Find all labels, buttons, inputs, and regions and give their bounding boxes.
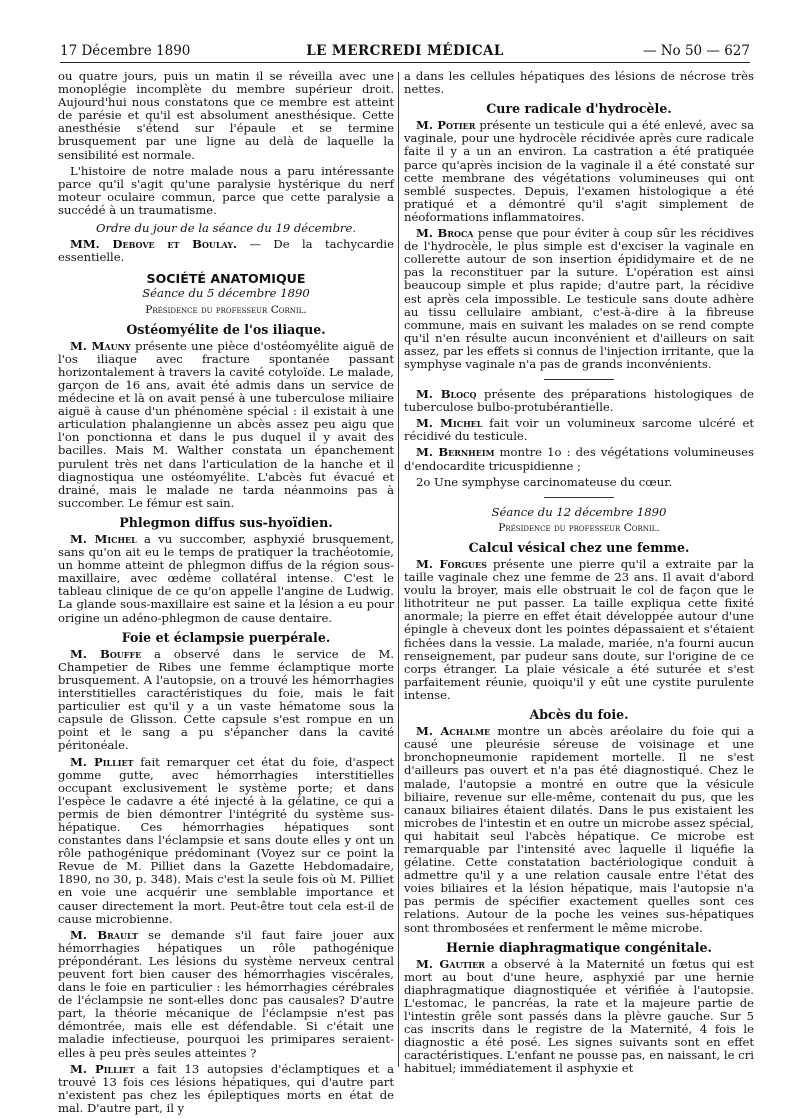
- session-president: Présidence du professeur Cornil.: [145, 303, 307, 316]
- paragraph: [404, 958, 754, 1076]
- page-number: — No 50 — 627: [642, 43, 750, 59]
- section-heading: Abcès du foie.: [529, 707, 629, 723]
- section-heading: Ostéomyélite de l'os iliaque.: [126, 321, 326, 337]
- page-header: [60, 40, 750, 63]
- journal-title: LE MERCREDI MÉDICAL: [306, 43, 504, 59]
- author-name: M. Broca: [416, 226, 474, 241]
- paragraph-text: se demande s'il faut faire jouer aux hémorrhagies hépatiques un rôle pathogénique prépondérant. Les lésions du système nerveux central peuvent fort bien causer des hémorrhagies viscérales, dans le foie en particulier : les hémorrhagies cérébrales de l'éclampsie ne sont-elles donc pas causales? D'autre part, la théorie mécanique de l'éclampsie n'est pas démontrée, mais elle est défendable. Si c'était une maladie infectieuse, pourquoi les primipares seraient-elles à peu près seules atteintes ?: [58, 927, 395, 1060]
- paragraph: [58, 929, 394, 1060]
- section-heading: Hernie diaphragmatique congénitale.: [446, 939, 712, 955]
- paragraph: 2o Une symphyse carcinomateuse du cœur.: [416, 474, 673, 489]
- paragraph-text: a observé dans le service de M. Champetier de Ribes une femme éclamptique morte brusquement. A l'autopsie, on a trouvé les hémorrhagies interstitielles caractéristiques du foie, mais le fait particulier est qu'il y a un vaste hématome sous la capsule de Glisson. Cette capsule s'est rompue en un point et le sang a pu s'épancher dans la cavité péritonéale.: [58, 646, 395, 753]
- author-name: MM. Debove et Boulay.: [70, 237, 238, 252]
- author-name: M. Bouffe: [70, 646, 142, 661]
- paragraph-text: a observé à la Maternité un fœtus qui est mort au bout d'une heure, asphyxié par une hernie diaphragmatique diagnostiquée et vérifiée à l'autopsie. L'estomac, le pancréas, la rate et la majeure partie de l'intestin grêle sont passés dans la plèvre gauche. Sur 5 cas inscrits dans le registre de la Maternité, 4 fois le diagnostic a été posé. Les signes suivants sont en effet caractéristiques. L'enfant ne pousse pas, en naissant, le cri habituel; immédiatement il asphyxie et: [404, 956, 754, 1076]
- column-divider: [398, 72, 399, 1067]
- author-name: M. Gautier: [416, 956, 485, 971]
- agenda-text: — De la tachycardie essentielle.: [58, 237, 394, 265]
- section-heading: Cure radicale d'hydrocèle.: [486, 101, 672, 117]
- paragraph: a dans les cellules hépatiques des lésions de nécrose très nettes.: [404, 69, 754, 97]
- author-name: M. Potier: [416, 118, 476, 133]
- paragraph-text: montre 1o : des végétations volumineuses d'endocardite tricuspidienne ;: [404, 445, 754, 473]
- author-name: M. Pilliet: [70, 754, 134, 769]
- separator-rule: [544, 379, 614, 380]
- author-name: M. Achalme: [416, 724, 491, 739]
- paragraph: [58, 756, 394, 926]
- author-name: M. Blocq: [416, 387, 477, 402]
- paragraph: [404, 725, 754, 935]
- paragraph-text: présente une pierre qu'il a extraite par la taille vaginale chez une femme de 23 ans. Il avait d'abord voulu la broyer, mais elle obstruait le col de façon que le lithotriteur ne put passer. La taille expliqua cette fixité anormale; la pierre en effet était développée autour d'une épingle à cheveux dont les pointes dépassaient et s'étaient fichées dans la vessie. La malade, mariée, n'a fourni aucun renseignement, par pudeur sans doute, sur l'origine de ce corps étranger. La plaie vésicale a été suturée et s'est parfaitement réunie, quoiqu'il y eût une cystite purulente intense.: [404, 557, 754, 702]
- paragraph-text: présente une pièce d'ostéomyélite aiguë de l'os iliaque avec fracture spontanée passant horizontalement à travers la cavité cotyloïde. Le malade, garçon de 16 ans, avait été admis dans un service de médecine et là on avait pensé à une tuberculose miliaire aiguë à cause d'un phénomène spécial : il existait à une articulation phalangienne un abcès assez peu aigu que l'on ponctionna et dans le pus duquel il y avait des bacilles. Mais M. Walther constata un épanchement purulent très net dans l'articulation de la hanche et il diagnostiqua une ostéomyélite. L'abcès fut évacué et drainé, mais le malade ne tarda néanmoins pas à succomber. Le fémur est sain.: [58, 338, 394, 510]
- paragraph-text: montre un abcès aréolaire du foie qui a causé une pleurésie séreuse de voisinage et une bronchopneumonie rapidement mortelle. Il ne s'est d'ailleurs pas ouvert et n'a pas été diagnostiqué. Chez le malade, l'autopsie a montré en outre que la vésicule biliaire, revenue sur elle-même, contenait du pus, que les canaux biliaires étaient dilatés. Dans le pus existaient les microbes de l'intestin et en outre un microbe assez spécial, qui habitait seul l'abcès hépatique. Ce microbe est remarquable par l'intensité avec laquelle il liquéfie la gélatine. Cette constatation bactériologique conduit à admettre qu'il y a une relation causale entre l'état des voies biliaires et la lésion hépatique, mais l'autopsie n'a pas permis de spécifier exactement quelles sont ces relations. Autour de la poche les veines sus-hépatiques sont thrombosées et renferment le même microbe.: [404, 724, 754, 935]
- paragraph-text: fait voir un volumineux sarcome ulcéré et récidivé du testicule.: [404, 416, 754, 444]
- paragraph: [404, 446, 754, 472]
- paragraph: [404, 558, 754, 702]
- paragraph: [58, 1063, 394, 1115]
- author-name: M. Brault: [70, 927, 138, 942]
- author-name: M. Mauny: [70, 338, 131, 353]
- session-president: Présidence du professeur Cornil.: [498, 521, 660, 534]
- paragraph: [58, 340, 394, 510]
- author-name: M. Michel: [70, 532, 137, 546]
- header-date: 17 Décembre 1890: [60, 43, 191, 59]
- paragraph: [404, 227, 754, 371]
- paragraph: [58, 648, 394, 753]
- author-name: M. Michel: [416, 416, 483, 431]
- paragraph-text: pense que pour éviter à coup sûr les récidives de l'hydrocèle, le plus simple est d'exciser la vaginale en collerette autour de son insertion épididymaire et de ne pas la reconstituer par la suture. L'opération est ainsi beaucoup simple et plus rapide; d'autre part, la récidive est après cela impossible. Le testicule sans doute adhère au tissu cellulaire ambiant, c'est-à-dire à la fibreuse commune, mais en suivant les malades on se rend compte qu'il n'en résulte aucun inconvénient et d'ailleurs on sait assez, par les effets si connus de l'injection irritante, que la symphyse vaginale n'a pas de grands inconvénients.: [404, 226, 754, 371]
- agenda-item: [58, 238, 394, 264]
- section-heading: Phlegmon diffus sus-hyoïdien.: [119, 514, 333, 530]
- section-heading: Foie et éclampsie puerpérale.: [121, 629, 331, 645]
- paragraph-text: a vu succomber, asphyxié brusquement, sans qu'on ait eu le temps de pratiquer la trachéotomie, un homme atteint de phlegmon diffus de la région sous-maxillaire, avec œdème collatéral intense. C'est le tableau clinique de ce qu'on appelle l'angine de Ludwig. La glande sous-maxillaire est saine et la lésion a eu pour origine un adéno-phlegmon de cause dentaire.: [58, 532, 394, 625]
- author-name: M. Bernheim: [416, 445, 495, 460]
- paragraph-text: a fait 13 autopsies d'éclamptiques et a trouvé 13 fois ces lésions hépatiques, qui d'autre part n'existent pas chez les épileptiques morts en état de mal. D'autre part, il y: [58, 1061, 394, 1115]
- society-title: SOCIÉTÉ ANATOMIQUE: [146, 271, 306, 287]
- paragraph-text: présente des préparations histologiques de tuberculose bulbo-protubérantielle.: [404, 387, 754, 415]
- author-name: M. Pilliet: [70, 1061, 135, 1076]
- paragraph: [404, 417, 754, 443]
- paragraph: [404, 388, 754, 414]
- separator-rule: [544, 497, 614, 498]
- paragraph: [58, 533, 394, 625]
- session-date: Séance du 5 décembre 1890: [142, 286, 310, 301]
- paragraph: L'histoire de notre malade nous a paru intéressante parce qu'il s'agit qu'une paralysie hystérique du nerf moteur oculaire commun, parce que cette paralysie a succédé à un traumatisme.: [58, 163, 394, 217]
- agenda-heading: Ordre du jour de la séance du 19 décembre.: [95, 221, 357, 236]
- paragraph-text: fait remarquer cet état du foie, d'aspect gomme gutte, avec hémorrhagies interstitielles occupant exclusivement le système porte; et dans l'espèce le cadavre a été injecté à la gélatine, ce qui a permis de bien démontrer l'intégrité du système sus-hépatique. Ces hémorrhagies hépatiques sont constantes dans l'éclampsie et sans doute elles y ont un rôle pathogénique prédominant (Voyez sur ce point la Revue de M. Pilliet dans la Gazette Hebdomadaire, 1890, no 30, p. 348). Mais c'est la seule fois où M. Pilliet en voie une acquérir une semblable importance et causer directement la mort. Peut-être tout cela est-il de cause microbienne.: [58, 754, 394, 926]
- author-name: M. Forgues: [416, 557, 487, 571]
- section-heading: Calcul vésical chez une femme.: [468, 539, 690, 555]
- right-column: [404, 70, 754, 1079]
- session-date: Séance du 12 décembre 1890: [491, 504, 667, 519]
- paragraph: ou quatre jours, puis un matin il se réveilla avec une monoplégie incomplète du membre supérieur droit. Aujourd'hui nous constatons que ce membre est atteint de parésie et qu'il est absolument anesthésique. Cette anesthésie s'étend sur l'épaule et se termine brusquement par une ligne au delà de laquelle la sensibilité est normale.: [58, 69, 394, 162]
- left-column: [58, 70, 394, 1118]
- paragraph: [404, 119, 754, 224]
- paragraph-text: présente un testicule qui a été enlevé, avec sa vaginale, pour une hydrocèle récidivée après cure radicale faite il y a un an environ. La castration a été pratiquée parce qu'après incision de la vaginale il a été constaté sur cette membrane des végétations volumineuses qui ont semblé suspectes. Depuis, l'examen histologique a été pratiqué et a démontré qu'il s'agit simplement de néoformations inflammatoires.: [404, 118, 754, 224]
